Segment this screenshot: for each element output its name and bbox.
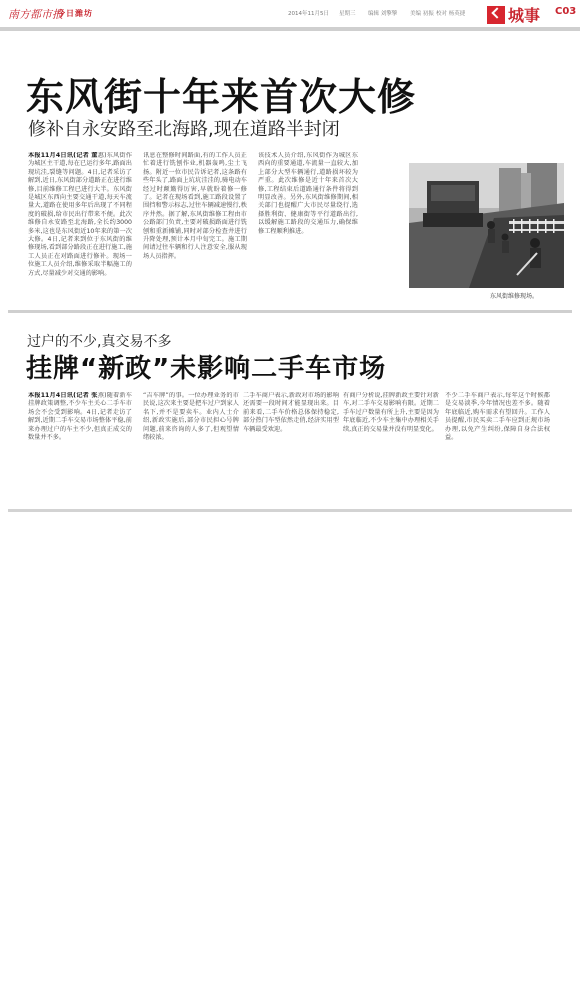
article1-col3-text: 该技术人员介绍,东风街作为城区东西向的重要通道,车流量一直较大,加上部分大型车辆通行,道路损坏较为严重。此次维修是近十年来首次大修,工程结束后道路通行条件将得到明显改善。另外,东风街维修期间,相关部门也提醒广大市民尽量绕行,选择胜利街、健康街等平行道路出行,以缓解施工路段的交通压力,确保维修工程顺利推进。 [258,152,358,235]
road-repair-photo [409,163,564,288]
article2-col3-text: 二手车商户表示,新政对市场的影响还需要一段时间才能显现出来。目前来看,二手车价格总体保持稳定,部分热门车型依然走俏,经济实用型车辆最受欢迎。 [243,392,339,433]
bottom-divider [8,509,572,512]
article1-col1-text: 惠)东风街作为城区主干道,每在已运行多年,路面出现坑洼,裂缝等问题。4日,记者采访了解到,近日,东风街部分道路正在进行维修,目前维修工程已进行大半。东风街是城区东西向主要交通干道,每天车流量大,道路在使用多年后出现了不同程度的破损,给市民出行带来不便。此次维修自永安路至北海路,全长约3000多米,这也是东风街近10年来的第一次大修。4日,记者来到位于东风街的维修现场,看到部分路段正在进行施工,施工人员正在对路面进行修补。现场一位施工人员介绍,维修采取半幅施工的方式,尽量减少对交通的影响。 [28,152,132,277]
section-name: 今日潍坊 [57,9,93,18]
article2-lead: 本报11月4日讯(记者 张 [28,392,98,399]
photo-caption: 东风街维修现场。 [490,293,539,300]
issue-date: 2014年11月5日 [288,11,329,17]
article2-column-5 [445,392,550,504]
article2-col1-text: 燕)随着新车挂牌政策调整,不少车主关心二手车市场会不会受到影响。4日,记者走访了解到,近期二手车交易市场整体平稳,前来办理过户的车主不少,但真正成交的数量并不多。 [28,392,132,442]
proofreader-credit: 校对 杨英捷 [436,11,466,17]
article1-column-2 [143,152,247,304]
article2-headline: 挂牌“新政”未影响二手车市场 [26,354,387,384]
article1-lead: 本报11月4日讯(记者 董 [28,152,98,159]
article1-col2-text: 讯息在整修时间路面,有的工作人员正忙着进行铣刨作业,机器轰鸣,尘土飞扬。附近一位市民告诉记者,这条路有些年头了,路面上坑坑洼洼的,骑电动车经过时颠簸得厉害,早就盼着修一修了。记者在现场看到,施工路段设置了围挡和警示标志,过往车辆减速慢行,秩序井然。据了解,东风街维修工程由市公路部门负责,主要对破损路面进行铣刨和重新摊铺,同时对部分检查井进行升降处理,预计本月中旬完工。施工期间请过往车辆和行人注意安全,服从现场人员指挥。 [143,152,247,260]
issue-weekday: 星期三 [339,11,356,17]
article2-column-2 [143,392,239,504]
section-badge: 城事 [508,6,541,25]
header-divider [0,27,580,31]
article-divider [8,310,572,313]
article2-col5-text: 不少二手车商户表示,每年这个时候都是交易淡季,今年情况也差不多。随着年底临近,购车需求有望回升。工作人员提醒,市民买卖二手车应到正规市场办理,以免产生纠纷,保障自身合法权益。 [445,392,550,442]
article1-subheadline: 修补自永安路至北海路,现在道路半封闭 [28,119,340,140]
article2-column-3 [243,392,339,504]
article1-column-3 [258,152,358,304]
section-chevron-icon [487,6,505,24]
article2-column-1 [28,392,132,504]
designer-credit: 美编 初振 [410,11,434,17]
article2-kicker: 过户的不少,真交易不多 [27,334,172,350]
article1-headline: 东风街十年来首次大修 [26,75,417,119]
page-number: C03 [555,6,577,17]
editor-credit: 编辑 刘擎擎 [368,11,398,17]
article2-col4-text: 有商户分析说,挂牌新政主要针对新车,对二手车交易影响有限。近期二手车过户数量有所上升,主要是因为年底临近,不少车主集中办理相关手续,真正的交易量并没有明显变化。 [343,392,439,433]
article2-col2-text: “吉车牌”的事。一位办理业务的市民说,这次来主要是把车过户到家人名下,并不是要卖车。业内人士介绍,新政实施后,部分市民担心号牌问题,前来咨询的人多了,但观望情绪较浓。 [143,392,239,442]
newspaper-logo: 南方都市报 [8,8,63,21]
article2-column-4 [343,392,439,504]
article1-column-1 [28,152,132,304]
